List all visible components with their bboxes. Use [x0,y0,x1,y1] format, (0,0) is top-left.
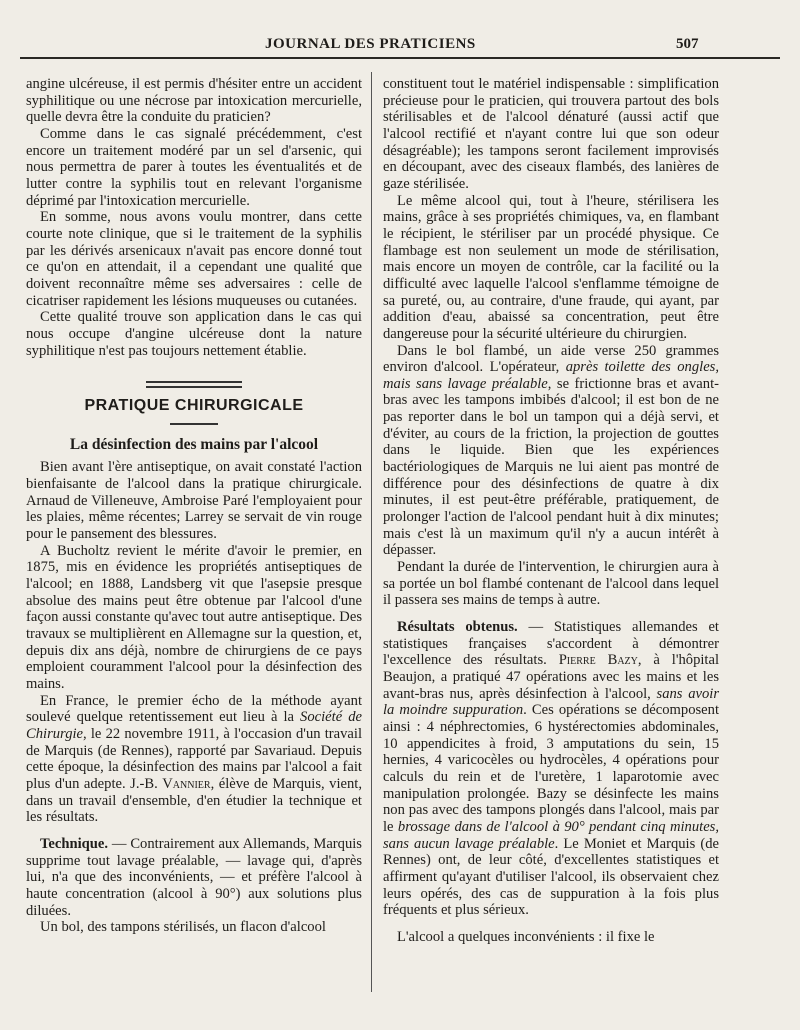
paragraph: Pendant la durée de l'intervention, le chirurgien aura à sa portée un bol flambé contenant de l'alcool dans lequel il passera ses mains de temps à autre. [383,559,719,609]
right-column [383,76,719,945]
paragraph [26,836,362,919]
paragraph: L'alcool a quelques inconvénients : il fixe le [397,928,655,945]
section-separator [146,381,242,388]
paragraph: En somme, nous avons voulu montrer, dans cette courte note clinique, que si le traitement de la syphilis par les dérivés arsenicaux n'avait pas encore donné tout ce qu'on en attendait, il a cependant une qualité que doivent reconnaître même ses adversaires : celle de cicatriser rapidement les lésions muqueuses ou cutanées. [26,209,362,309]
paragraph: angine ulcéreuse, il est permis d'hésiter entre un accident syphilitique ou une nécrose par intoxication mercurielle, quelle devra être la conduite du praticien? [26,76,362,126]
paragraph [383,343,719,560]
page-number: 507 [676,36,699,52]
header-rule [20,57,780,59]
text-run: Dans le bol flambé, un aide verse 250 grammes environ d'alcool. L'opérateur, [383,342,719,376]
paragraph [383,619,719,919]
run-in-heading: Technique. [40,835,108,852]
paragraph: A Bucholtz revient le mérite d'avoir le premier, en 1875, mis en évidence les propriétés antiseptiques de l'alcool; en 1888, Landsberg vit que l'asepsie presque absolue des mains peut être obtenue par l'alcool d'une façon aussi constante qu'avec tout autre antiseptique. Des travaux se multiplièrent en Allemagne sur la question, et, depuis dix ans déjà, nombre de chirurgiens de ce pays emploient couramment l'alcool pour la désinfection des mains. [26,542,362,692]
italic-text: brossage dans de l'alcool à 90° pendant cinq minutes, sans aucun lavage préalable [383,818,720,852]
italic-text: Société de Chirurgie [26,709,362,742]
paragraph: Bien avant l'ère antiseptique, on avait constaté l'action bienfaisante de l'alcool dans la pratique chirurgicale. Arnaud de Villeneuve, Ambroise Paré l'employaient pour les plaies, même récentes; Larrey se servait de vin rouge pour le pansement des blessures. [26,459,362,543]
text-run: En France, le premier écho de la méthode ayant soulevé quelque retentissement eut lieu à la [26,692,362,726]
paragraph: Le même alcool qui, tout à l'heure, stérilisera les mains, grâce à ses propriétés chimiques, va, en flambant le récipient, le stériliser par un procédé physique. Ce flambage est non seulement un mode de stérilisation, mais encore un moyen de contrôle, car la facilité ou la difficulté avec laquelle l'alcool s'enflamme témoigne de sa pureté, ou, au contraire, d'une fraude, qui ayant, par addition d'eau, abaissé sa concentration, peut être dangereuse pour la sécurité ultérieure du chirurgien. [383,192,719,342]
text-run: — Statistiques allemandes et statistiques françaises s'accordent à démontrer l'excellence des résultats. [383,619,719,669]
text-run: , se frictionne bras et avant-bras avec les tampons imbibés d'alcool; il est bon de ne pas reporter dans le bol un tampon qui a déjà servi, et d'éviter, au cours de la friction, la projection de gouttes dans le liquide. Bien que les expériences bactériologiques de Marquis ne lui aient pas montré de différence pour des désinfections de quatre à dix minutes, il est peut-être préférable, pratiquement, de prolonger l'action de l'alcool pendant huit à dix minutes; mais c'est là un maximum qu'il n'y a aucun intérêt à dépasser. [383,375,719,559]
paragraph: Cette qualité trouve son application dans le cas qui nous occupe d'angine ulcéreuse dont la nature syphilitique n'est pas toujours nettement établie. [26,309,362,359]
text-run: , élève de Marquis, vient, dans un travail d'ensemble, d'en étudier la technique et les résultats. [26,775,362,826]
run-in-heading: Résultats obtenus. [397,619,518,635]
running-header [0,36,800,58]
text-run: . Ces opérations se décomposent ainsi : 4 néphrectomies, 6 hystérectomies abdominales, 10 appendicites à froid, 3 amputations du sein, 15 hernies, 4 varicocèles ou hydrocèles, 4 opérations pour calculs du rein et de l'uretère, 1 laparotomie avec manipulation prolongée. Bazy se désinfecte les mains non pas avec des tampons plongés dans l'alcool, mais par le [383,702,719,835]
article-title: La désinfection des mains par l'alcool [69,435,319,453]
italic-text: après toilette des ongles, mais sans lavage préalable [383,359,720,392]
text-run: . Le Moniet et Marquis (de Rennes) ont, de leur côté, d'excellentes statistiques et affirment qu'ayant d'utiliser l'alcool, ils observaient chez leurs opérés, des cas de suppuration à la fois plus fréquents et plus sérieux. [383,835,719,919]
paragraph [26,693,362,826]
column-divider [371,72,372,992]
left-column [26,76,362,936]
author-name: Vannier [162,775,211,792]
journal-title: JOURNAL DES PRATICIENS [265,36,476,52]
text-run: , à l'hôpital Beaujon, a pratiqué 47 opérations avec les mains et les avant-bras nus, après désinfection à l'alcool, [383,652,720,702]
author-name: Pierre Bazy [558,652,638,669]
text-run: , le 22 novembre 1911, à l'occasion d'un travail de Marquis (de Rennes), rapporté par Savariaud. Depuis cette époque, la désinfection des mains par l'alcool a fait plus d'un adepte. J.-B. [26,725,362,792]
italic-text: sans avoir la moindre suppuration [383,685,719,719]
text-run: — Contrairement aux Allemands, Marquis supprime tout lavage préalable, — lavage qui, d'après lui, n'a que des inconvénients, — et préfère l'alcool à haute concentration (alcool à 90°) aux solutions plus diluées. [26,835,362,919]
section-underline [170,423,218,425]
paragraph: Un bol, des tampons stérilisés, un flacon d'alcool [40,919,326,936]
paragraph: constituent tout le matériel indispensable : simplification précieuse pour le praticien, qui trouvera partout des bols stérilisables et de l'alcool dénaturé (aussi actif que l'alcool rectifié et n'ayant contre lui que son odeur désagréable); les tampons seront facilement improvisés en découpant, avec des ciseaux flambés, des lanières de gaze stérilisée. [383,76,719,192]
paragraph: Comme dans le cas signalé précédemment, c'est encore un traitement modéré par un sel d'arsenic, qui nous permettra de parer à toutes les éventualités et de lutter contre la syphilis tout en relevant l'organisme déprimé par l'intoxication mercurielle. [26,125,362,209]
section-title: PRATIQUE CHIRURGICALE [84,397,304,415]
